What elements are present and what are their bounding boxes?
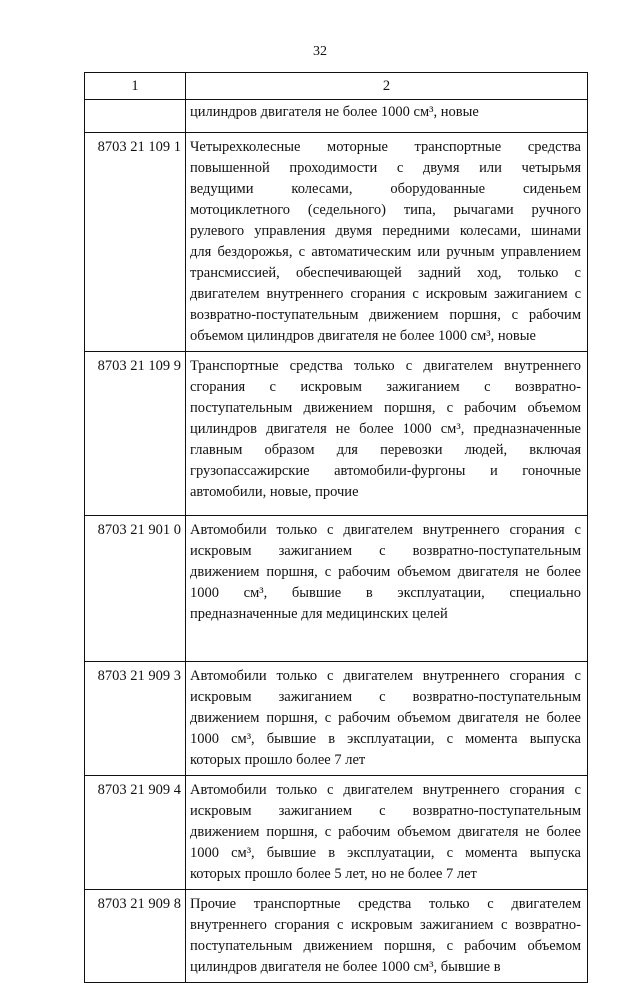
- description-line: автомобили, новые, прочие: [190, 484, 359, 500]
- description-line: цилиндров двигателя не более 1000 см³, предназначенные: [190, 421, 581, 437]
- description-line: сгорания с искровым зажиганием с возвратно-: [190, 379, 581, 395]
- code-cell: [85, 100, 186, 133]
- table-row: [85, 776, 588, 890]
- description-line: трансмиссией, обеспечивающей задний ход, только с: [190, 265, 581, 281]
- table-row-continuation: [85, 100, 588, 133]
- description-line: для бездорожья, с автоматическим или ручным управлением: [190, 244, 581, 260]
- description-line: цилиндров двигателя не более 1000 см³, бывшие в: [190, 959, 501, 975]
- description-line: Прочие транспортные средства только с двигателем: [190, 896, 581, 912]
- description-cell: [186, 352, 588, 516]
- description-line: искровым зажиганием с возвратно-поступательным: [190, 689, 581, 705]
- description-line: предназначенные для медицинских целей: [190, 606, 448, 622]
- description-cell: [186, 776, 588, 890]
- description-cell: [186, 662, 588, 776]
- description-line: Транспортные средства только с двигателем внутреннего: [190, 358, 581, 374]
- description-line: внутреннего сгорания с искровым зажиганием с возвратно-: [190, 917, 581, 933]
- description-cell: [186, 100, 588, 133]
- code-cell: 8703 21 909 4: [85, 776, 186, 890]
- description-line: главным образом для перевозки людей, включая: [190, 442, 581, 458]
- description-line: движением поршня, с рабочим объемом двигателя не более: [190, 710, 581, 726]
- description-line: искровым зажиганием с возвратно-поступательным: [190, 543, 581, 559]
- header-col-2: 2: [186, 73, 588, 100]
- description-line: 1000 см³, бывшие в эксплуатации, с момента выпуска: [190, 845, 581, 861]
- description-cell: [186, 890, 588, 983]
- description-line: Четырехколесные моторные транспортные средства: [190, 139, 581, 155]
- header-col-1: 1: [85, 73, 186, 100]
- description-line: ведущими колесами, оборудованные сиденьем: [190, 181, 581, 197]
- description-line: повышенной проходимости с двумя или четырьмя: [190, 160, 581, 176]
- description-cell: [186, 133, 588, 352]
- description-line: искровым зажиганием с возвратно-поступательным: [190, 803, 581, 819]
- description-line: грузопассажирские автомобили-фургоны и гоночные: [190, 463, 581, 479]
- description-line: движением поршня, с рабочим объемом двигателя не более: [190, 824, 581, 840]
- description-line: движением поршня, с рабочим объемом двигателя не более: [190, 564, 581, 580]
- description-line: рулевого управления двумя передними колесами, шинами: [190, 223, 581, 239]
- table-row: [85, 133, 588, 352]
- description-line: мотоциклетного (седельного) типа, рычагами ручного: [190, 202, 581, 218]
- table-row: [85, 890, 588, 983]
- description-line: цилиндров двигателя не более 1000 см³, новые: [190, 104, 479, 120]
- table-row: [85, 662, 588, 776]
- code-cell: 8703 21 901 0: [85, 516, 186, 662]
- code-cell: 8703 21 109 1: [85, 133, 186, 352]
- code-cell: 8703 21 109 9: [85, 352, 186, 516]
- description-line: двигателем внутреннего сгорания с искровым зажиганием с: [190, 286, 581, 302]
- header-row: [85, 73, 588, 100]
- description-line: Автомобили только с двигателем внутреннего сгорания с: [190, 522, 581, 538]
- description-line: Автомобили только с двигателем внутреннего сгорания с: [190, 668, 581, 684]
- description-line: поступательным движением поршня, с рабочим объемом: [190, 400, 581, 416]
- description-line: Автомобили только с двигателем внутреннего сгорания с: [190, 782, 581, 798]
- description-line: 1000 см³, бывшие в эксплуатации, специально: [190, 585, 581, 601]
- table-row: [85, 352, 588, 516]
- table-row: [85, 516, 588, 662]
- code-cell: 8703 21 909 8: [85, 890, 186, 983]
- tariff-table: [84, 72, 588, 983]
- description-line: возвратно-поступательным движением поршня, с рабочим: [190, 307, 581, 323]
- description-line: которых прошло более 5 лет, но не более 7 лет: [190, 866, 477, 882]
- description-line: объемом цилиндров двигателя не более 1000 см³, новые: [190, 328, 536, 344]
- description-cell: [186, 516, 588, 662]
- page-number: 32: [313, 44, 327, 59]
- description-line: которых прошло более 7 лет: [190, 752, 366, 768]
- code-cell: 8703 21 909 3: [85, 662, 186, 776]
- description-line: 1000 см³, бывшие в эксплуатации, с момента выпуска: [190, 731, 581, 747]
- table-body: [85, 100, 588, 983]
- description-line: поступательным движением поршня, с рабочим объемом: [190, 938, 581, 954]
